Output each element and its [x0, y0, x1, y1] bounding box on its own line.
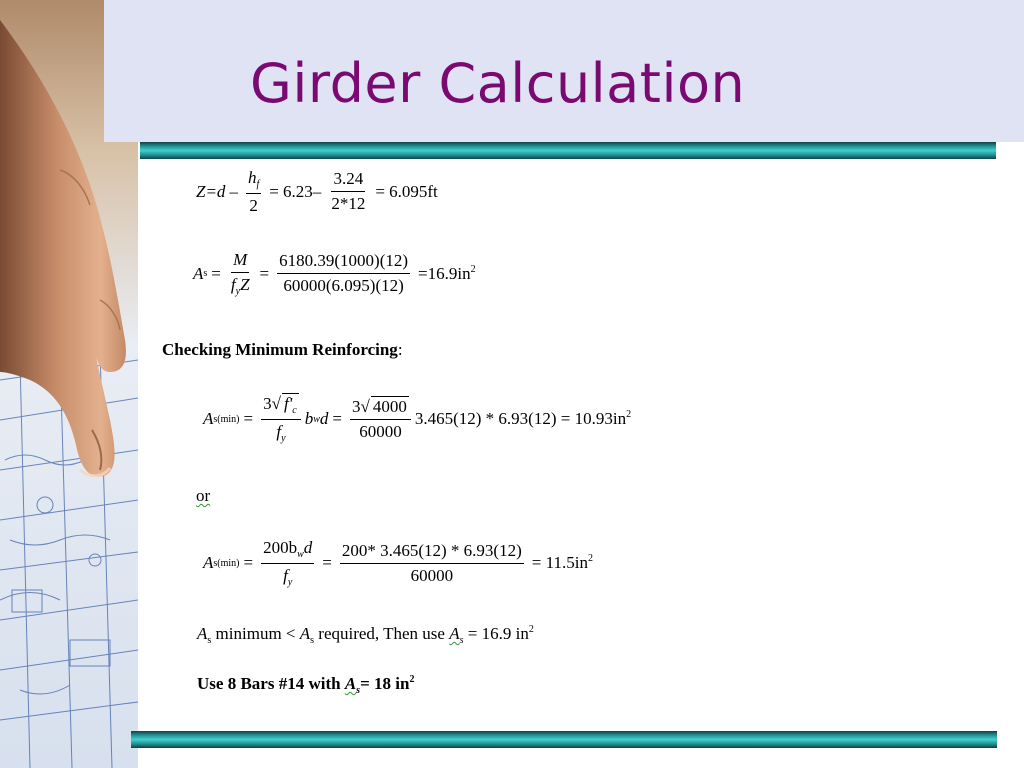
eq-min2-f2-den: 60000 — [410, 565, 454, 585]
slide-title: Girder Calculation — [250, 52, 746, 115]
eq-as-f1-den-sub: y — [235, 285, 241, 297]
equation-z — [196, 168, 442, 215]
eq-min1-f2-num-a: 3 — [352, 396, 361, 416]
eq-as-f2-den: 60000(6.095)(12) — [283, 276, 404, 296]
compare-t3: = 16.9 in — [463, 624, 529, 643]
eq-z-f2-den: 2*12 — [331, 194, 366, 214]
compare-a3: A — [449, 624, 460, 643]
eq-as-f1-num: M — [231, 250, 249, 273]
compare-t1: minimum < — [211, 624, 300, 643]
eq-as-result: =16.9in — [418, 263, 471, 283]
final-line — [197, 674, 414, 696]
final-t1: Use 8 Bars #14 with — [197, 674, 345, 693]
eq-min1-mid-sub: w — [313, 413, 320, 425]
eq-min2-lhs-sub: s(min) — [213, 557, 240, 569]
eq-z-fraction-2 — [329, 169, 367, 213]
eq-z-f1-num-sub: f — [256, 179, 260, 190]
eq-z-result: = 6.095ft — [375, 181, 438, 201]
eq-min2-f2-num: 200* 3.465(12) * 6.93(12) — [340, 541, 524, 564]
eq-min2-result-wrap — [532, 553, 593, 573]
eq-as-result-wrap — [418, 264, 476, 284]
eq-as-f2-num: 6180.39(1000)(12) — [277, 251, 410, 274]
eq-as-eq1: = — [211, 263, 221, 283]
equation-as-min-1 — [203, 394, 631, 444]
or-text: or — [196, 486, 211, 505]
eq-as-lhs-sub: s — [203, 268, 208, 280]
eq-min1-f1-den-sub: y — [281, 432, 286, 444]
eq-min1-result: 3.465(12) * 6.93(12) = 10.93in — [414, 409, 627, 428]
eq-min2-f1-den-sub: y — [287, 576, 293, 588]
eq-min2-result: = 11.5in — [531, 553, 588, 572]
final-a-sub: s — [356, 685, 361, 696]
eq-min1-eq1: = — [243, 409, 254, 428]
eq-min2-f1-num-b: d — [303, 538, 313, 557]
eq-min2-lhs: A — [203, 553, 214, 572]
eq-z-eq1: = 6.23– — [269, 181, 322, 201]
checking-heading — [162, 340, 403, 360]
eq-as-eq2: = — [259, 263, 270, 283]
eq-min1-fraction-2: $\frac{3√ 4000}{60000}$ — [350, 397, 411, 441]
eq-as-lhs: A — [193, 263, 204, 283]
eq-min1-lhs-sub: s(min) — [213, 413, 240, 425]
final-a-wrap — [344, 674, 361, 696]
eq-min1-f1-den: f — [276, 421, 282, 441]
eq-min2-fraction-2 — [340, 541, 524, 585]
eq-min1-eq2: = — [332, 409, 343, 428]
final-t2: = 18 in — [360, 674, 410, 693]
comparison-line — [197, 624, 534, 646]
eq-as-f1-den-b: Z — [240, 274, 250, 294]
compare-a3-wrap — [449, 624, 464, 646]
eq-as-f1-den-a: f — [230, 274, 236, 294]
eq-min2-eq2: = — [322, 553, 332, 572]
compare-t3-sup: 2 — [528, 624, 534, 635]
eq-z-f1-num: h — [247, 168, 257, 187]
eq-min2-result-sup: 2 — [587, 553, 593, 564]
eq-min1-f2-num-sqrt: 4000 — [372, 396, 407, 416]
eq-min1-f2-den: 60000 — [359, 421, 402, 441]
final-a: A — [344, 674, 357, 693]
compare-a3-sub: s — [459, 635, 464, 646]
compare-a1: A — [197, 624, 208, 643]
eq-min1-lhs: A — [203, 409, 214, 428]
eq-min1-result-wrap — [415, 409, 631, 429]
eq-as-result-sup: 2 — [470, 263, 476, 275]
compare-a2-sub: s — [310, 635, 315, 646]
eq-as-fraction-1 — [229, 250, 252, 297]
eq-z-fraction-1 — [246, 168, 261, 215]
final-t2-sup: 2 — [409, 674, 415, 685]
eq-z-lhs: Z=d — [196, 181, 226, 201]
compare-a2: A — [299, 624, 311, 643]
eq-min1-mid: b — [304, 409, 314, 428]
eq-z-f2-num: 3.24 — [331, 169, 365, 192]
compare-t2: required, Then use — [314, 624, 450, 643]
equation-as-min-2 — [203, 538, 597, 588]
eq-min2-fraction-1 — [261, 538, 314, 588]
checking-heading-bold: Checking Minimum Reinforcing — [162, 340, 398, 359]
eq-min1-fraction-1: $\frac{3√ f'_c}{f_y}$ — [261, 394, 301, 444]
eq-as-fraction-2 — [277, 251, 410, 295]
eq-min2-eq1: = — [243, 553, 254, 572]
checking-heading-colon: : — [397, 340, 403, 359]
eq-z-f1-den: 2 — [249, 195, 258, 215]
eq-min1-sqrt-1 — [282, 393, 299, 416]
eq-min2-f1-den: f — [283, 565, 288, 585]
eq-min2-f1-num-a: 200b — [263, 538, 298, 557]
eq-min1-f1-num-a: 3 — [263, 394, 272, 413]
eq-z-minus: – — [229, 181, 238, 201]
eq-min1-mid-b: d — [319, 409, 329, 428]
eq-min2-f1-num-sub: w — [297, 549, 304, 560]
eq-min1-result-sup: 2 — [626, 409, 632, 420]
equation-as — [193, 250, 480, 297]
eq-min1-f1-num-sqrt-sub: c — [292, 405, 297, 416]
eq-min1-f1-num-sqrt: f' — [283, 394, 293, 413]
compare-a1-sub: s — [207, 635, 212, 646]
